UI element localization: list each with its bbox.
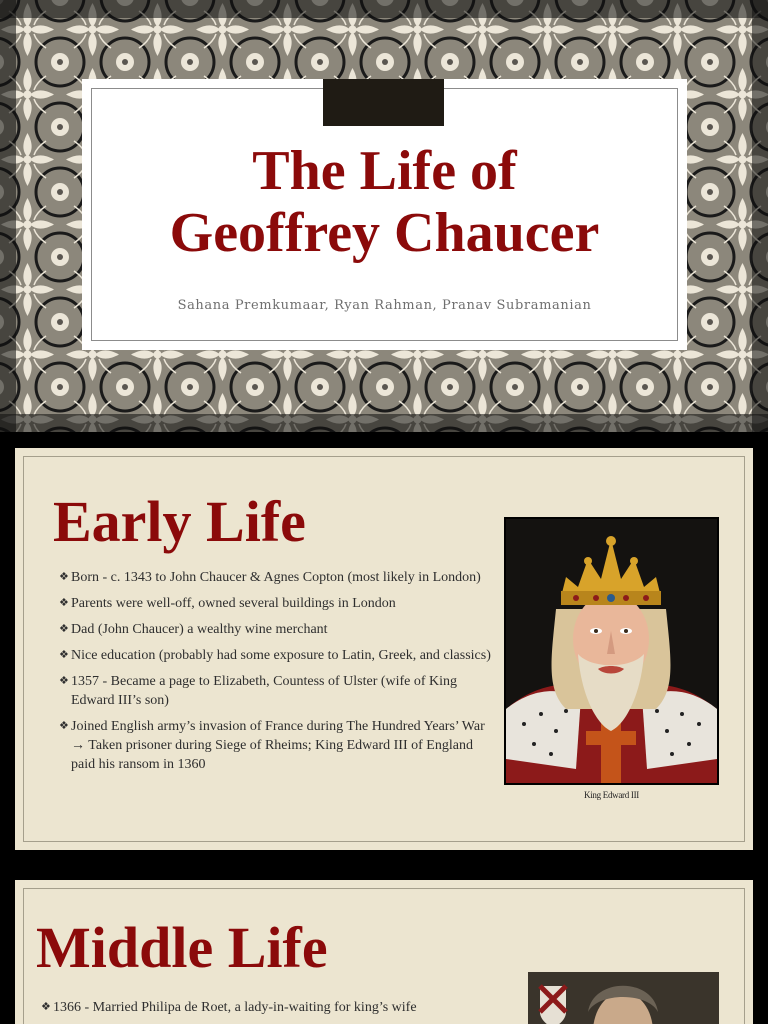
diamond-bullet-icon: ❖ <box>59 720 69 732</box>
bullet-text: 1357 - Became a page to Elizabeth, Countess of Ulster (wife of King Edward III’s son) <box>71 674 458 708</box>
diamond-bullet-icon: ❖ <box>59 649 69 661</box>
diamond-bullet-icon: ❖ <box>59 571 69 583</box>
title-line-1: The Life of <box>252 140 517 202</box>
diamond-bullet-icon: ❖ <box>59 675 69 687</box>
bullet-item <box>59 717 491 774</box>
early-life-slide <box>15 448 753 850</box>
bullet-text: 1366 - Married Philipa de Roet, a lady-in-waiting for king’s wife <box>53 1000 417 1015</box>
portrait-illustration <box>528 972 719 1024</box>
bullet-list <box>59 568 491 781</box>
title-accent-tab <box>323 79 444 126</box>
slide-heading: Middle Life <box>36 915 328 980</box>
title-slide <box>0 0 768 432</box>
bullet-text: Joined English army’s invasion of France during The Hundred Years’ War → Taken prisoner during Siege of Rheims; King Edward III of England paid his ransom in 1360 <box>71 719 485 772</box>
bullet-text: Parents were well-off, owned several buildings in London <box>71 596 396 611</box>
chaucer-portrait <box>528 972 719 1024</box>
bullet-item <box>59 620 491 639</box>
bullet-text: Born - c. 1343 to John Chaucer & Agnes Copton (most likely in London) <box>71 570 481 585</box>
bullet-item <box>41 998 511 1017</box>
bullet-text: Dad (John Chaucer) a wealthy wine merchant <box>71 622 328 637</box>
authors-subtitle: Sahana Premkumaar, Ryan Rahman, Pranav Subramanian <box>177 298 592 313</box>
bullet-list <box>41 998 511 1024</box>
bullet-item <box>59 594 491 613</box>
bullet-text: Nice education (probably had some exposure to Latin, Greek, and classics) <box>71 648 491 663</box>
portrait-illustration <box>506 519 717 783</box>
presentation-title <box>82 140 687 264</box>
diamond-bullet-icon: ❖ <box>59 597 69 609</box>
middle-life-slide <box>15 880 753 1024</box>
diamond-bullet-icon: ❖ <box>59 623 69 635</box>
portrait-caption: King Edward III <box>584 790 639 800</box>
slide-heading: Early Life <box>53 489 306 554</box>
bullet-item <box>59 568 491 587</box>
title-line-2: Geoffrey Chaucer <box>169 202 600 264</box>
diamond-bullet-icon: ❖ <box>41 1001 51 1013</box>
bullet-item <box>59 646 491 665</box>
king-edward-portrait <box>504 517 719 785</box>
bullet-item <box>59 672 491 710</box>
